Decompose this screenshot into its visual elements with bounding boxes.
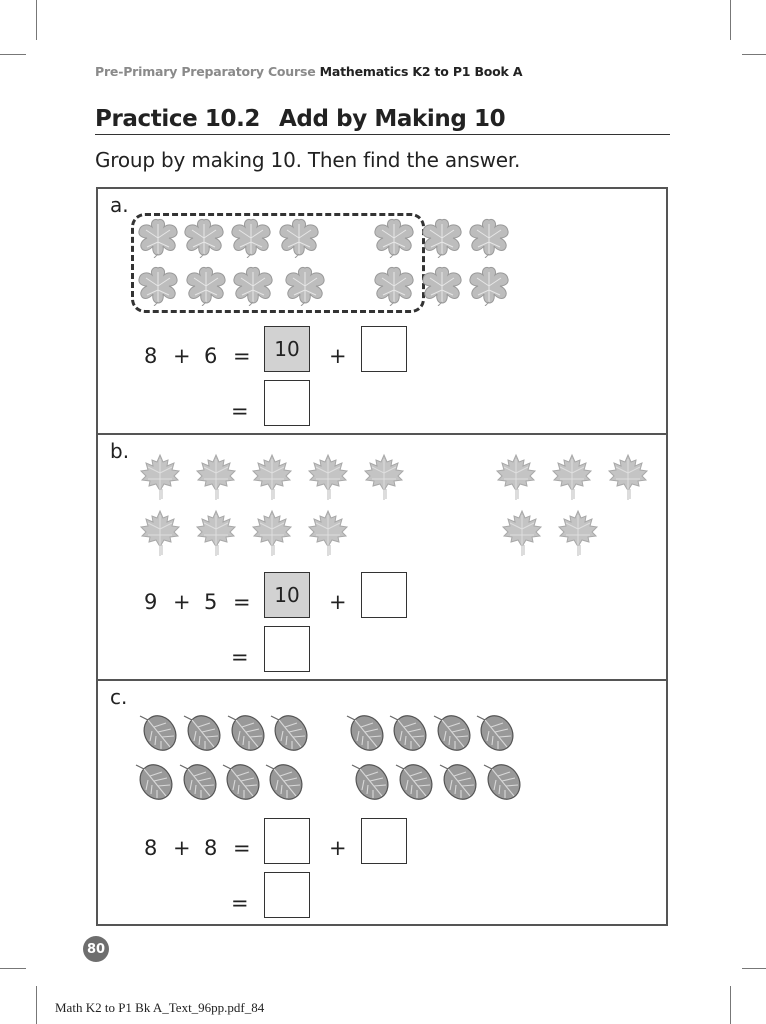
oval-leaf-icon	[436, 760, 480, 802]
maple-leaf-icon	[306, 453, 350, 501]
oval-leaf-icon	[343, 711, 387, 753]
practice-topic: Add by Making 10	[279, 106, 506, 132]
chestnut-leaf-icon	[184, 264, 228, 306]
book-name: Mathematics K2 to P1 Book A	[319, 64, 523, 79]
maple-leaf-icon	[606, 453, 650, 501]
addend-2: 8	[204, 836, 218, 860]
crop-mark	[36, 986, 37, 1024]
maple-leaf-icon	[250, 453, 294, 501]
oval-leaf-icon	[267, 711, 311, 753]
remainder-answer-box[interactable]	[361, 818, 407, 864]
chestnut-leaf-icon	[420, 264, 464, 306]
maple-leaf-icon	[306, 509, 350, 557]
remainder-answer-box[interactable]	[361, 326, 407, 372]
practice-number: Practice 10.2	[95, 106, 261, 132]
oval-leaf-icon	[392, 760, 436, 802]
oval-leaf-icon	[386, 711, 430, 753]
ten-box: 10	[264, 326, 310, 372]
oval-leaf-icon	[480, 760, 524, 802]
chestnut-leaf-icon	[420, 216, 464, 258]
equals-sign: =	[231, 645, 249, 669]
question-c-label: c.	[110, 685, 128, 709]
chestnut-leaf-icon	[182, 216, 226, 258]
chestnut-leaf-icon	[277, 216, 321, 258]
question-a-panel	[96, 187, 668, 435]
chestnut-leaf-icon	[467, 216, 511, 258]
oval-leaf-icon	[136, 711, 180, 753]
maple-leaf-icon	[138, 453, 182, 501]
page-number-badge: 80	[83, 936, 109, 962]
question-a-label: a.	[110, 193, 129, 217]
crop-mark	[730, 0, 731, 40]
maple-leaf-icon	[500, 509, 544, 557]
addend-1: 9	[144, 590, 158, 614]
maple-leaf-icon	[138, 509, 182, 557]
oval-leaf-icon	[132, 760, 176, 802]
page-title	[95, 106, 506, 132]
plus-sign: +	[329, 344, 347, 368]
oval-leaf-icon	[430, 711, 474, 753]
course-name: Pre-Primary Preparatory Course	[95, 64, 316, 79]
sum-answer-box[interactable]	[264, 380, 310, 426]
oval-leaf-icon	[176, 760, 220, 802]
equals-sign: =	[233, 590, 251, 614]
crop-mark	[0, 968, 26, 969]
oval-leaf-icon	[219, 760, 263, 802]
chestnut-leaf-icon	[229, 216, 273, 258]
maple-leaf-icon	[194, 509, 238, 557]
plus-sign: +	[329, 836, 347, 860]
plus-sign: +	[173, 590, 191, 614]
sum-answer-box[interactable]	[264, 872, 310, 918]
chestnut-leaf-icon	[136, 216, 180, 258]
question-b-panel	[96, 433, 668, 681]
oval-leaf-icon	[473, 711, 517, 753]
addend-2: 5	[204, 590, 218, 614]
addend-2: 6	[204, 344, 218, 368]
sum-answer-box[interactable]	[264, 626, 310, 672]
chestnut-leaf-icon	[467, 264, 511, 306]
crop-mark	[36, 0, 37, 40]
instruction-text: Group by making 10. Then find the answer.	[95, 148, 521, 172]
chestnut-leaf-icon	[231, 264, 275, 306]
oval-leaf-icon	[348, 760, 392, 802]
equals-sign: =	[233, 836, 251, 860]
equals-sign: =	[233, 344, 251, 368]
crop-mark	[742, 54, 766, 55]
ten-box: 10	[264, 572, 310, 618]
equals-sign: =	[231, 891, 249, 915]
oval-leaf-icon	[262, 760, 306, 802]
ten-answer-box[interactable]	[264, 818, 310, 864]
maple-leaf-icon	[362, 453, 406, 501]
maple-leaf-icon	[550, 453, 594, 501]
chestnut-leaf-icon	[283, 264, 327, 306]
maple-leaf-icon	[194, 453, 238, 501]
crop-mark	[742, 968, 766, 969]
maple-leaf-icon	[556, 509, 600, 557]
question-c-panel	[96, 679, 668, 926]
plus-sign: +	[173, 836, 191, 860]
chestnut-leaf-icon	[136, 264, 180, 306]
maple-leaf-icon	[250, 509, 294, 557]
chestnut-leaf-icon	[372, 264, 416, 306]
remainder-answer-box[interactable]	[361, 572, 407, 618]
addend-1: 8	[144, 836, 158, 860]
oval-leaf-icon	[180, 711, 224, 753]
crop-mark	[0, 54, 26, 55]
plus-sign: +	[173, 344, 191, 368]
file-footer: Math K2 to P1 Bk A_Text_96pp.pdf_84	[55, 1000, 265, 1015]
plus-sign: +	[329, 590, 347, 614]
oval-leaf-icon	[224, 711, 268, 753]
crop-mark	[730, 986, 731, 1024]
question-b-label: b.	[110, 439, 130, 463]
title-underline	[95, 134, 670, 135]
running-header	[95, 64, 522, 79]
chestnut-leaf-icon	[372, 216, 416, 258]
maple-leaf-icon	[494, 453, 538, 501]
equals-sign: =	[231, 399, 249, 423]
addend-1: 8	[144, 344, 158, 368]
